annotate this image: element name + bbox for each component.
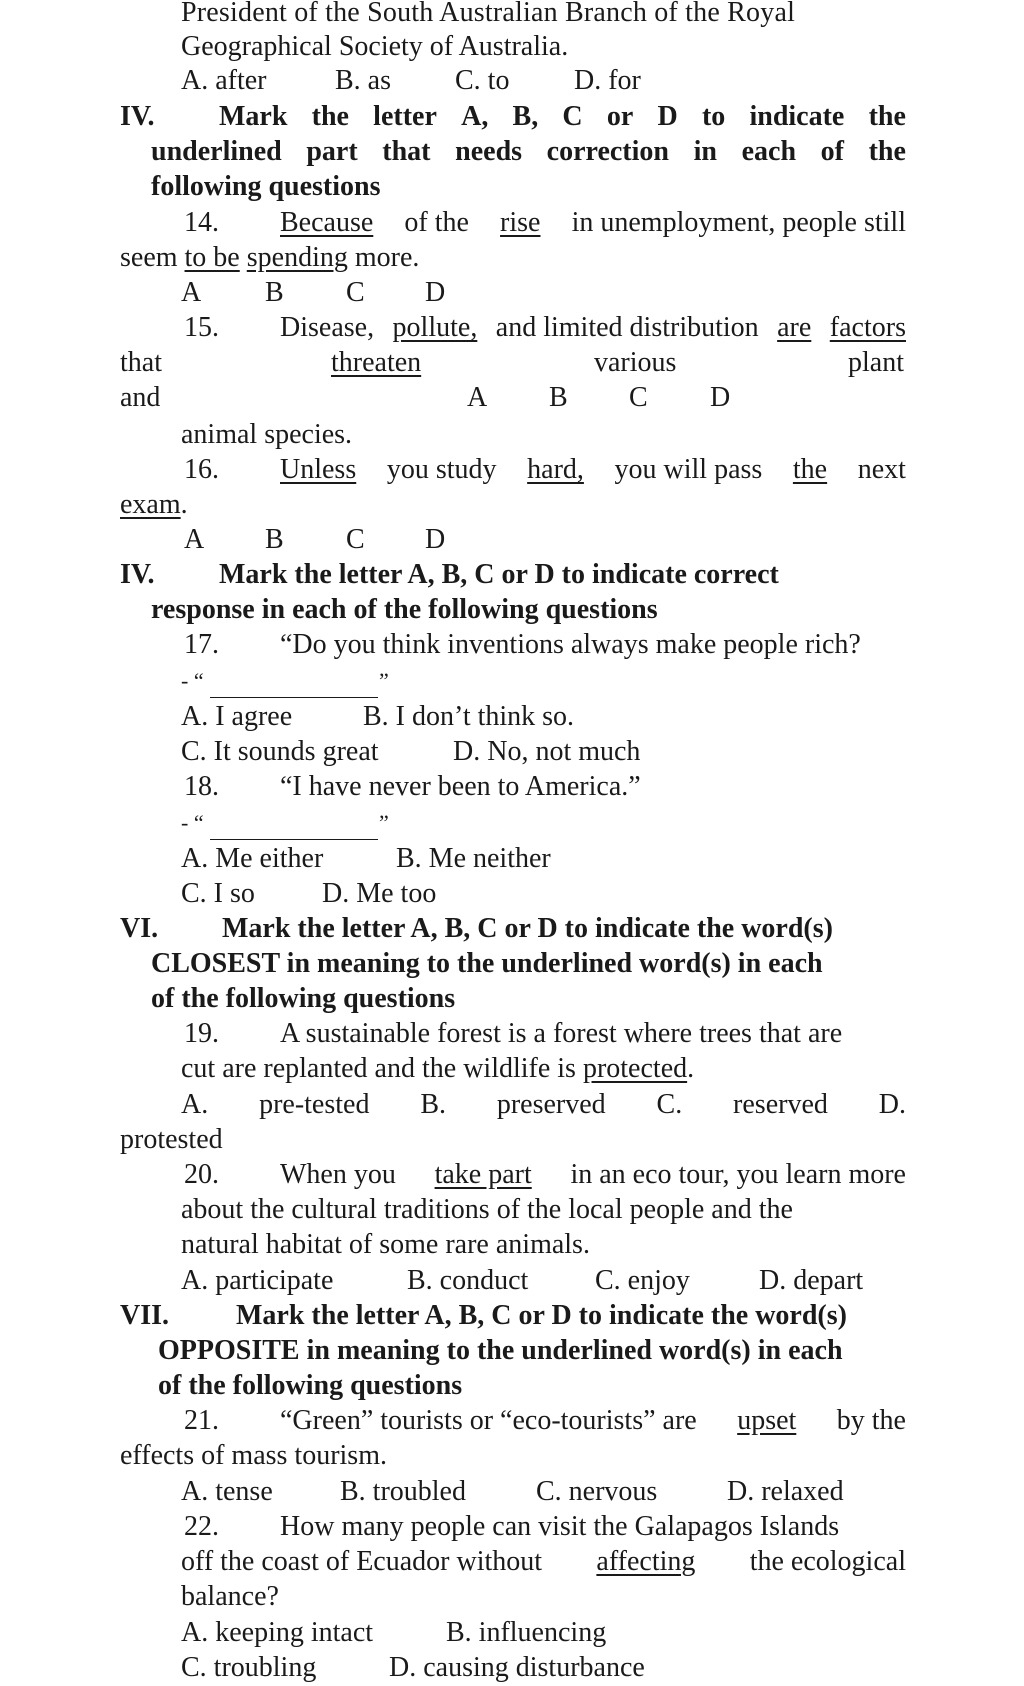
q16-letter-c[interactable]: C xyxy=(346,524,365,555)
section-vi-number: VI. xyxy=(120,913,159,944)
q14-text: of the xyxy=(404,207,469,238)
w: D xyxy=(657,101,678,132)
q22-number: 22. xyxy=(184,1511,219,1542)
q19-option-b-text[interactable]: preserved xyxy=(496,1089,606,1120)
q14-text: seem xyxy=(120,242,178,273)
q22-text: off the coast of Ecuador without xyxy=(181,1546,543,1577)
q20-option-b[interactable]: B. conduct xyxy=(407,1265,529,1296)
q18-answer-blank[interactable] xyxy=(210,839,378,840)
q20-line-3: natural habitat of some rare animals. xyxy=(181,1229,590,1260)
q19-options xyxy=(181,1088,906,1122)
q22-option-c[interactable]: C. troubling xyxy=(181,1652,317,1683)
q15-text-plant: plant xyxy=(848,347,904,378)
q15-underlined-are: are xyxy=(777,312,812,343)
q15-underlined-pollute: pollute, xyxy=(392,312,478,343)
q18-prompt: “I have never been to America.” xyxy=(280,771,641,802)
q16-line-2 xyxy=(120,488,188,522)
section-iv-response-heading-line-2: response in each of the following questions xyxy=(151,594,658,625)
q17-answer-blank[interactable] xyxy=(210,697,378,698)
q19-option-b-letter[interactable]: B. xyxy=(420,1089,446,1120)
section-vii-heading-line-3: of the following questions xyxy=(158,1370,463,1401)
q14-underlined-because: Because xyxy=(280,207,374,238)
q14-text: in unemployment, people still xyxy=(571,207,906,238)
q19-option-a-letter[interactable]: A. xyxy=(181,1089,209,1120)
q16-text: you study xyxy=(386,454,497,485)
w: the xyxy=(311,101,349,132)
q22-line-3: balance? xyxy=(181,1581,279,1612)
q14-line-2 xyxy=(120,241,419,275)
q17-option-d[interactable]: D. No, not much xyxy=(453,736,641,767)
section-vi-heading-line-2: CLOSEST in meaning to the underlined word(s) in each xyxy=(151,948,823,979)
q18-option-d[interactable]: D. Me too xyxy=(322,878,437,909)
q19-line-2 xyxy=(181,1052,694,1086)
w: or xyxy=(606,101,634,132)
q21-option-d[interactable]: D. relaxed xyxy=(727,1476,844,1507)
q14-text: more. xyxy=(354,242,420,273)
section-iv-heading-line-2 xyxy=(151,135,906,169)
q21-line-1 xyxy=(280,1404,906,1438)
q17-reply-close: ” xyxy=(379,668,389,693)
w: B, xyxy=(512,101,539,132)
section-iv-heading-line-1 xyxy=(219,100,906,134)
q15-letter-a[interactable]: A xyxy=(467,382,488,413)
q14-underlined-rise: rise xyxy=(500,207,541,238)
q18-reply-close: ” xyxy=(379,810,389,835)
w: needs xyxy=(455,136,523,167)
q13-option-c[interactable]: C. to xyxy=(455,65,510,96)
q20-option-c[interactable]: C. enjoy xyxy=(595,1265,690,1296)
q21-text: “Green” tourists or “eco-tourists” are xyxy=(280,1405,697,1436)
section-iv-response-number: IV. xyxy=(120,559,155,590)
section-vi-heading-line-1: Mark the letter A, B, C or D to indicate the word(s) xyxy=(222,913,833,944)
q15-text: Disease, xyxy=(280,312,375,343)
q22-line-1: How many people can visit the Galapagos Islands xyxy=(280,1511,840,1542)
section-vii-number: VII. xyxy=(120,1300,170,1331)
q14-underlined-spending: spending xyxy=(246,242,348,273)
q22-option-b[interactable]: B. influencing xyxy=(446,1617,607,1648)
q14-number: 14. xyxy=(184,207,219,238)
q14-letter-a[interactable]: A xyxy=(181,277,202,308)
q18-option-a[interactable]: A. Me either xyxy=(181,843,324,874)
q21-underlined-upset: upset xyxy=(737,1405,797,1436)
q22-line-2 xyxy=(181,1545,906,1579)
q20-option-a[interactable]: A. participate xyxy=(181,1265,334,1296)
q15-underlined-threaten: threaten xyxy=(331,347,422,378)
q13-line-2: Geographical Society of Australia. xyxy=(181,31,569,62)
w: A, xyxy=(461,101,489,132)
q16-number: 16. xyxy=(184,454,219,485)
q18-option-c[interactable]: C. I so xyxy=(181,878,255,909)
q17-option-a[interactable]: A. I agree xyxy=(181,701,293,732)
w: that xyxy=(382,136,431,167)
q15-line-1 xyxy=(280,311,906,345)
q15-text-and: and xyxy=(120,382,161,413)
q19-text: cut are replanted and the wildlife is xyxy=(181,1053,576,1084)
w: to xyxy=(701,101,726,132)
q15-number: 15. xyxy=(184,312,219,343)
w: letter xyxy=(373,101,437,132)
q13-text-1: President of the South Australian Branch of the Royal xyxy=(181,0,796,28)
q19-option-c-letter[interactable]: C. xyxy=(656,1089,683,1120)
q20-line-1 xyxy=(280,1158,906,1192)
q18-option-b[interactable]: B. Me neither xyxy=(396,843,551,874)
q15-letter-b[interactable]: B xyxy=(549,382,568,413)
q14-letter-b[interactable]: B xyxy=(265,277,284,308)
q20-underlined-take-part: take part xyxy=(434,1159,532,1190)
q19-option-d-letter[interactable]: D. xyxy=(878,1089,906,1120)
w: the xyxy=(868,136,906,167)
section-iv-heading-line-3: following questions xyxy=(151,171,381,202)
q18-number: 18. xyxy=(184,771,219,802)
q18-reply-open: - “ xyxy=(181,810,204,835)
q22-option-a[interactable]: A. keeping intact xyxy=(181,1617,374,1648)
q13-option-d[interactable]: D. for xyxy=(574,65,641,96)
q19-option-c-text[interactable]: reserved xyxy=(733,1089,828,1120)
q15-letter-d[interactable]: D xyxy=(710,382,731,413)
q17-option-c[interactable]: C. It sounds great xyxy=(181,736,379,767)
q21-option-a[interactable]: A. tense xyxy=(181,1476,273,1507)
q14-line-1 xyxy=(280,206,906,240)
q13-option-a[interactable]: A. after xyxy=(181,65,267,96)
w: part xyxy=(306,136,358,167)
q19-option-d-text[interactable]: protested xyxy=(120,1124,223,1155)
q21-option-b[interactable]: B. troubled xyxy=(340,1476,466,1507)
q16-letter-d[interactable]: D xyxy=(425,524,446,555)
q16-line-1 xyxy=(280,453,906,487)
q13-line-1 xyxy=(181,0,906,30)
q22-option-d[interactable]: D. causing disturbance xyxy=(389,1652,645,1683)
q16-underlined-exam: exam xyxy=(120,489,181,520)
q15-underlined-factors: factors xyxy=(829,312,906,343)
q15-text-that: that xyxy=(120,347,162,378)
q22-underlined-affecting: affecting xyxy=(596,1546,696,1577)
w: the xyxy=(868,101,906,132)
w: in xyxy=(693,136,717,167)
section-vii-heading-line-2: OPPOSITE in meaning to the underlined word(s) in each xyxy=(158,1335,843,1366)
section-iv-response-heading-line-1: Mark the letter A, B, C or D to indicate correct xyxy=(219,559,779,590)
section-vi-heading-line-3: of the following questions xyxy=(151,983,456,1014)
w: each xyxy=(741,136,797,167)
q15-text: and limited distribution xyxy=(495,312,759,343)
q14-underlined-to-be: to be xyxy=(184,242,240,273)
q19-number: 19. xyxy=(184,1018,219,1049)
q19-underlined-protected: protected xyxy=(582,1053,688,1084)
q21-number: 21. xyxy=(184,1405,219,1436)
q21-option-c[interactable]: C. nervous xyxy=(536,1476,658,1507)
q22-text: the ecological xyxy=(749,1546,906,1577)
q19-option-a-text[interactable]: pre-tested xyxy=(259,1089,370,1120)
q15-text-various: various xyxy=(594,347,677,378)
q13-option-b[interactable]: B. as xyxy=(335,65,391,96)
q16-text: you will pass xyxy=(614,454,763,485)
q17-option-b[interactable]: B. I don’t think so. xyxy=(363,701,575,732)
q14-letter-d[interactable]: D xyxy=(425,277,446,308)
q20-option-d[interactable]: D. depart xyxy=(759,1265,864,1296)
q17-reply-open: - “ xyxy=(181,668,204,693)
q15-line-4: animal species. xyxy=(181,419,353,450)
q19-text: . xyxy=(687,1053,695,1084)
q14-letter-c[interactable]: C xyxy=(346,277,365,308)
section-iv-number: IV. xyxy=(120,101,155,132)
q20-text: When you xyxy=(280,1159,396,1190)
q20-number: 20. xyxy=(184,1159,219,1190)
w: indicate xyxy=(749,101,845,132)
q16-text: next xyxy=(857,454,906,485)
w: underlined xyxy=(151,136,282,167)
q21-line-2: effects of mass tourism. xyxy=(120,1440,387,1471)
q16-underlined-hard: hard, xyxy=(527,454,584,485)
q17-prompt: “Do you think inventions always make people rich? xyxy=(280,629,861,660)
q16-underlined-unless: Unless xyxy=(280,454,357,485)
section-vii-heading-line-1: Mark the letter A, B, C or D to indicate the word(s) xyxy=(236,1300,847,1331)
q16-letter-b[interactable]: B xyxy=(265,524,284,555)
q20-text: in an eco tour, you learn more xyxy=(570,1159,906,1190)
w: C xyxy=(562,101,583,132)
w: of xyxy=(820,136,844,167)
q16-letter-a[interactable]: A xyxy=(184,524,205,555)
q20-line-2: about the cultural traditions of the local people and the xyxy=(181,1194,793,1225)
q16-underlined-the: the xyxy=(792,454,828,485)
w: Mark xyxy=(219,101,288,132)
q21-text: by the xyxy=(836,1405,906,1436)
q16-text: . xyxy=(180,489,188,520)
q15-letter-c[interactable]: C xyxy=(629,382,648,413)
q19-line-1: A sustainable forest is a forest where trees that are xyxy=(280,1018,843,1049)
w: correction xyxy=(546,136,669,167)
q17-number: 17. xyxy=(184,629,219,660)
